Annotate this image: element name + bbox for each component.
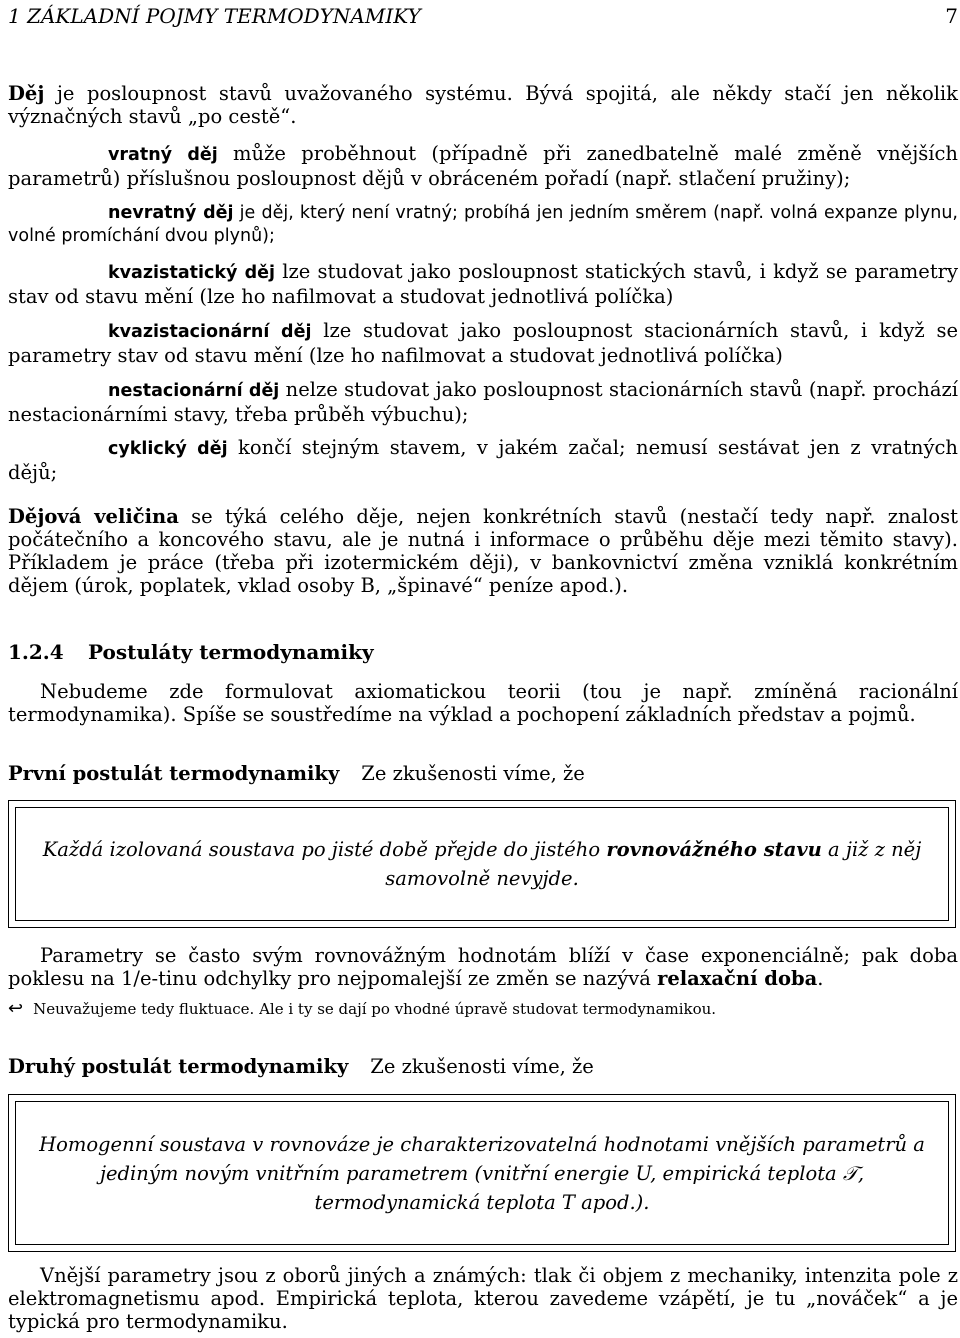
postulate-1-heading bbox=[8, 762, 585, 785]
vnejsi-parametry-text: Vnější parametry jsou z oborů jiných a známých: tlak či objem z mechaniky, intenzita pole z elektromagnetismu apod. Empirická teplota, kterou zavedeme vzápětí, je tu „nováček“ a je typická pro termodynamiku. bbox=[8, 1264, 958, 1333]
term-vratny: vratný děj bbox=[108, 145, 218, 165]
vratny-text: může proběhnout (případně při zanedbatelně malé změně vnějších parametrů) příslušnou posloupnost dějů v obráceném pořadí (např. stlačení pružiny); bbox=[8, 142, 958, 190]
postulate-1-statement bbox=[34, 835, 930, 893]
postulate-2-heading bbox=[8, 1055, 594, 1078]
paragraph-dejova-velicina bbox=[8, 505, 958, 597]
postulate-1-box bbox=[8, 800, 956, 928]
dej-text: je posloupnost stavů uvažovaného systému. Bývá spojitá, ale někdy stačí jen několik význačných stavů „po cestě“. bbox=[8, 82, 958, 128]
section-heading bbox=[8, 640, 374, 664]
postulate-1-title: První postulát termodynamiky bbox=[8, 762, 340, 785]
paragraph-nebudeme bbox=[8, 680, 958, 726]
postulate-2-box bbox=[8, 1094, 956, 1252]
postulate-1-text-after: a již z něj samovolně nevyjde. bbox=[385, 838, 922, 890]
nestacionarni-text: nelze studovat jako posloupnost stacionárních stavů (např. prochází nestacionárními stavy, třeba průběh výbuchu); bbox=[8, 378, 958, 426]
postulate-2-box-inner bbox=[15, 1101, 949, 1245]
term-kvazistacionarni: kvazistacionární děj bbox=[108, 322, 312, 342]
term-cyklicky: cyklický děj bbox=[108, 439, 228, 459]
paragraph-dej bbox=[8, 82, 958, 128]
parametry-text: Parametry se často svým rovnovážným hodnotám blíží v čase exponenciálně; pak doba poklesu na 1/e-tinu odchylky pro nejpomalejší ze změn se nazývá bbox=[8, 944, 958, 990]
postulate-2-title: Druhý postulát termodynamiky bbox=[8, 1055, 349, 1078]
postulate-1-bold-term: rovnovážného stavu bbox=[606, 838, 822, 861]
term-dejova-velicina: Dějová veličina bbox=[8, 505, 179, 528]
postulate-1-box-inner bbox=[15, 807, 949, 921]
term-nestacionarni: nestacionární děj bbox=[108, 381, 280, 401]
return-arrow-icon: ↩ bbox=[8, 998, 24, 1019]
paragraph-vnejsi-parametry bbox=[8, 1264, 958, 1333]
section-number: 1.2.4 bbox=[8, 640, 64, 664]
paragraph-kvazistaticky bbox=[8, 260, 958, 308]
paragraph-cyklicky bbox=[8, 436, 958, 484]
kvazistaticky-text: lze studovat jako posloupnost statických stavů, i když se parametry stav od stavu mění (lze ho nafilmovat a studovat jednotlivá políčka) bbox=[8, 260, 958, 308]
header-title: 1 ZÁKLADNÍ POJMY TERMODYNAMIKY bbox=[8, 4, 421, 28]
paragraph-vratny bbox=[8, 142, 958, 190]
nevratny-text: je děj, který není vratný; probíhá jen jedním směrem (např. volná expanze plynu, volné promíchání dvou plynů); bbox=[8, 203, 958, 246]
postulate-1-text-before: Každá izolovaná soustava po jisté době přejde do jistého bbox=[42, 838, 607, 861]
section-title: Postuláty termodynamiky bbox=[88, 640, 374, 664]
postulate-2-statement: Homogenní soustava v rovnováze je charakterizovatelná hodnotami vnějších parametrů a jediným novým vnitřním parametrem (vnitřní energie U, empirická teplota 𝒯, termodynamická teplota T apod.). bbox=[39, 1132, 925, 1214]
cyklicky-text: končí stejným stavem, v jakém začal; nemusí sestávat jen z vratných dějů; bbox=[8, 436, 958, 484]
paragraph-parametry bbox=[8, 944, 958, 990]
term-dej: Děj bbox=[8, 82, 45, 105]
paragraph-kvazistacionarni bbox=[8, 319, 958, 367]
page-number: 7 bbox=[945, 4, 958, 28]
note-text: Neuvažujeme tedy fluktuace. Ale i ty se dají po vhodné úpravě studovat termodynamikou. bbox=[33, 1000, 717, 1018]
dejova-velicina-text: se týká celého děje, nejen konkrétních stavů (nestačí tedy např. znalost počátečního a koncového stavu, ale je nutná i informace o průběhu děje mezi těmito stavy). Příkladem je práce (třeba při izotermickém ději), v bankovnictví změna vzniklá konkrétním dějem (úrok, poplatek, vklad osoby B, „špinavé“ peníze apod.). bbox=[8, 505, 958, 597]
kvazistacionarni-text: lze studovat jako posloupnost stacionárních stavů, i když se parametry stav od stavu mění (lze ho nafilmovat a studovat jednotlivá políčka) bbox=[8, 319, 958, 367]
paragraph-nevratny bbox=[8, 202, 958, 248]
term-relaxacni-doba: relaxační doba bbox=[657, 967, 818, 990]
term-nevratny: nevratný děj bbox=[108, 203, 234, 223]
nebudeme-text: Nebudeme zde formulovat axiomatickou teorii (tou je např. zmíněná racionální termodynamika). Spíše se soustředíme na výklad a pochopení základních představ a pojmů. bbox=[8, 680, 958, 726]
term-kvazistaticky: kvazistatický děj bbox=[108, 263, 275, 283]
note-line bbox=[8, 998, 716, 1019]
running-header bbox=[8, 4, 958, 30]
postulate-2-intro: Ze zkušenosti víme, že bbox=[370, 1055, 594, 1078]
postulate-1-intro: Ze zkušenosti víme, že bbox=[361, 762, 585, 785]
paragraph-nestacionarni bbox=[8, 378, 958, 426]
parametry-end: . bbox=[817, 967, 824, 990]
